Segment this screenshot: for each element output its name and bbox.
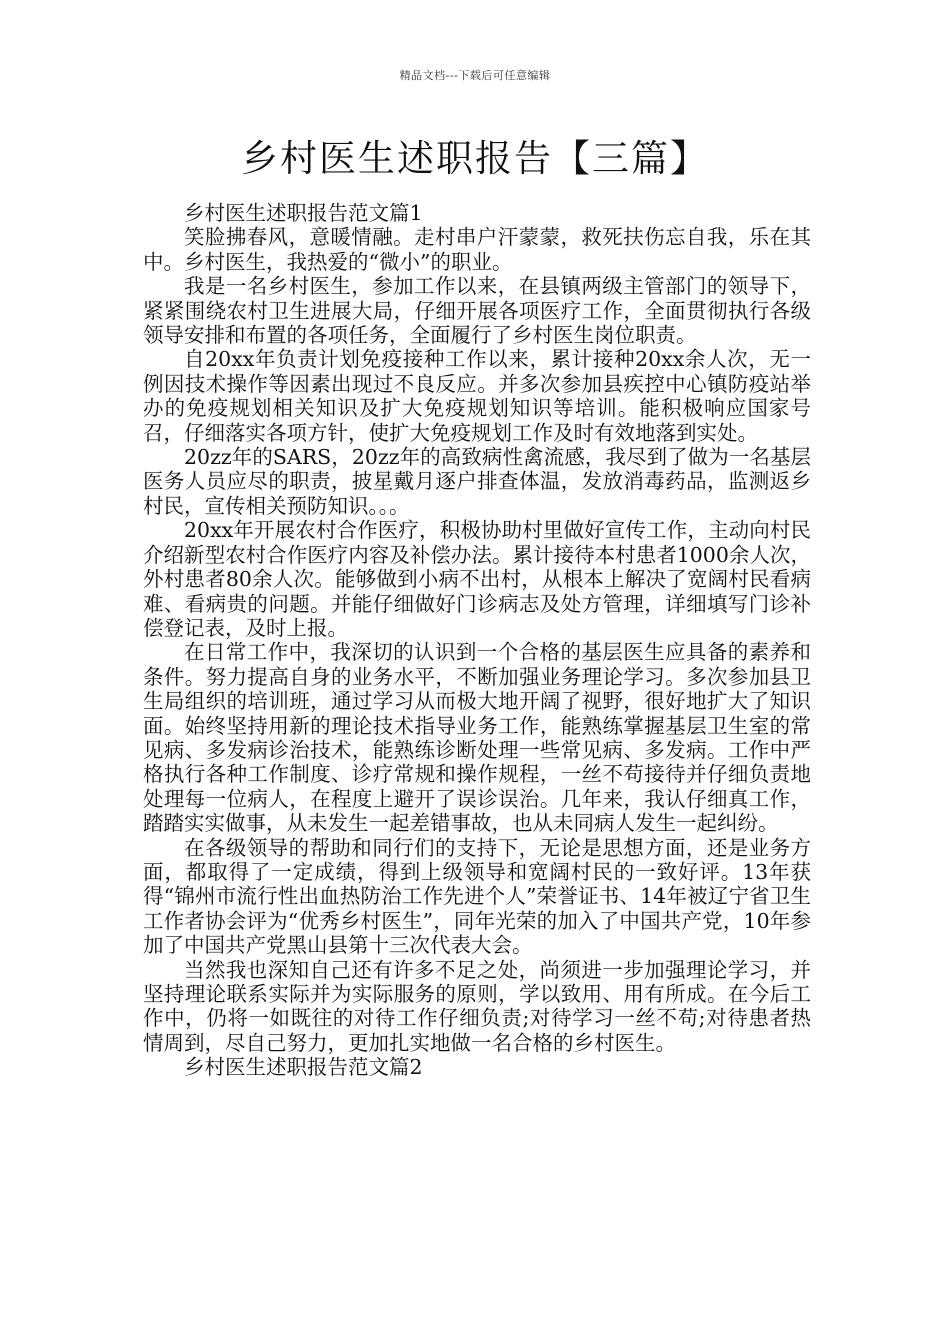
body-paragraph: 在各级领导的帮助和同行们的支持下，无论是思想方面，还是业务方面，都取得了一定成绩，得到上级领导和宽阔村民的一致好评。13年获得“锦州市流行性出血热防治工作先进个人”荣誉证书、14年被辽宁省卫生工作者协会评为“优秀乡村医生”，同年光荣的加入了中国共产党，10年参加了中国共产党黑山县第十三次代表大会。	[143, 835, 811, 958]
body-paragraph: 笑脸拂春风，意暖情融。走村串户汗蒙蒙，救死扶伤忘自我，乐在其中。乡村医生，我热爱的“微小”的职业。	[143, 225, 811, 274]
body-paragraph: 20xx年开展农村合作医疗，积极协助村里做好宣传工作，主动向村民介绍新型农村合作医疗内容及补偿办法。累计接待本村患者1000余人次，外村患者80余人次。能够做到小病不出村，从根本上解决了宽阔村民看病难、看病贵的问题。并能仔细做好门诊病志及处方管理，详细填写门诊补偿登记表，及时上报。	[143, 518, 811, 640]
document-body	[143, 201, 811, 1080]
body-paragraph: 我是一名乡村医生，参加工作以来，在县镇两级主管部门的领导下，紧紧围绕农村卫生进展大局，仔细开展各项医疗工作，全面贯彻执行各级领导安排和布置的各项任务，全面履行了乡村医生岗位职责。	[143, 274, 811, 348]
page-header-note: 精品文档---下载后可任意编辑	[399, 69, 551, 82]
section-heading-1: 乡村医生述职报告范文篇1	[184, 201, 423, 225]
document-title: 乡村医生述职报告【三篇】	[241, 137, 709, 180]
section-heading-2: 乡村医生述职报告范文篇2	[184, 1055, 423, 1080]
body-paragraph: 当然我也深知自己还有许多不足之处，尚须进一步加强理论学习，并坚持理论联系实际并为实际服务的原则，学以致用、用有所成。在今后工作中，仍将一如既往的对待工作仔细负责;对待学习一丝不苟;对待患者热情周到，尽自己努力，更加扎实地做一名合格的乡村医生。	[143, 957, 811, 1055]
body-paragraph: 20zz年的SARS，20zz年的高致病性禽流感，我尽到了做为一名基层医务人员应尽的职责，披星戴月逐户排查体温，发放消毒药品，监测返乡村民，宣传相关预防知识。。。	[143, 445, 811, 518]
body-paragraph: 自20xx年负责计划免疫接种工作以来，累计接种20xx余人次，无一例因技术操作等因素出现过不良反应。并多次参加县疾控中心镇防疫站举办的免疫规划相关知识及扩大免疫规划知识等培训。能积极响应国家号召，仔细落实各项方针，使扩大免疫规划工作及时有效地落到实处。	[143, 347, 811, 445]
body-paragraph: 在日常工作中，我深切的认识到一个合格的基层医生应具备的素养和条件。努力提高自身的业务水平，不断加强业务理论学习。多次参加县卫生局组织的培训班，通过学习从而极大地开阔了视野，很好地扩大了知识面。始终坚持用新的理论技术指导业务工作，能熟练掌握基层卫生室的常见病、多发病诊治技术，能熟练诊断处理一些常见病、多发病。工作中严格执行各种工作制度、诊疗常规和操作规程，一丝不苟接待并仔细负责地处理每一位病人，在程度上避开了误诊误治。几年来，我认仔细真工作，踏踏实实做事，从未发生一起差错事故，也从未同病人发生一起纠纷。	[143, 640, 811, 836]
